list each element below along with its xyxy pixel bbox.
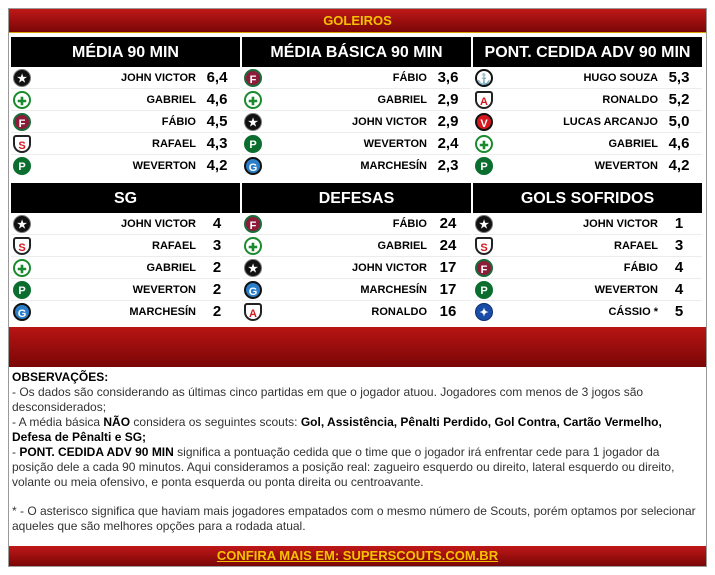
block-gols-sofridos bbox=[473, 183, 702, 323]
player-value: 4 bbox=[212, 215, 222, 232]
player-value: 16 bbox=[439, 303, 457, 320]
player-value: 3,6 bbox=[437, 69, 459, 86]
block-media-basica-90 bbox=[242, 37, 471, 177]
botafogo-crest-icon: ★ bbox=[475, 215, 493, 233]
chapecoense-crest-icon: ✚ bbox=[244, 91, 262, 109]
player-value: 3 bbox=[674, 237, 684, 254]
player-value: 2 bbox=[212, 259, 222, 276]
player-list bbox=[242, 213, 471, 323]
botafogo-crest-icon: ★ bbox=[13, 215, 31, 233]
player-value: 3 bbox=[212, 237, 222, 254]
chapecoense-crest-icon: ✚ bbox=[13, 259, 31, 277]
website-link[interactable]: CONFIRA MAIS EM: SUPERSCOUTS.COM.BR bbox=[9, 546, 706, 566]
block-title: SG bbox=[11, 183, 240, 213]
player-value: 17 bbox=[439, 281, 457, 298]
saopaulo-crest-icon: S bbox=[13, 237, 31, 255]
botafogo-crest-icon: ★ bbox=[13, 69, 31, 87]
atletico-crest-icon: A bbox=[475, 91, 493, 109]
block-media-90 bbox=[11, 37, 240, 177]
player-name: RAFAEL bbox=[152, 240, 196, 252]
player-name: WEVERTON bbox=[363, 138, 427, 150]
player-value: 24 bbox=[439, 215, 457, 232]
player-name: GABRIEL bbox=[146, 262, 196, 274]
player-value: 2 bbox=[212, 303, 222, 320]
player-row bbox=[242, 89, 471, 111]
fluminense-crest-icon: F bbox=[244, 215, 262, 233]
player-value: 5,0 bbox=[668, 113, 690, 130]
player-name: RAFAEL bbox=[152, 138, 196, 150]
player-row bbox=[473, 133, 702, 155]
section-title: GOLEIROS bbox=[9, 9, 706, 33]
player-name: WEVERTON bbox=[132, 160, 196, 172]
player-list bbox=[11, 67, 240, 177]
block-title: DEFESAS bbox=[242, 183, 471, 213]
block-pont-cedida bbox=[473, 37, 702, 177]
block-defesas bbox=[242, 183, 471, 323]
player-row bbox=[242, 235, 471, 257]
player-value: 4,2 bbox=[206, 157, 228, 174]
player-name: FÁBIO bbox=[392, 218, 427, 230]
gremio-crest-icon: G bbox=[13, 303, 31, 321]
gremio-crest-icon: G bbox=[244, 281, 262, 299]
chapecoense-crest-icon: ✚ bbox=[13, 91, 31, 109]
divider-band bbox=[9, 327, 706, 367]
observations bbox=[12, 370, 704, 534]
player-row bbox=[473, 111, 702, 133]
player-value: 4 bbox=[674, 259, 684, 276]
player-name: LUCAS ARCANJO bbox=[563, 116, 658, 128]
player-row bbox=[11, 133, 240, 155]
player-name: GABRIEL bbox=[377, 240, 427, 252]
player-name: WEVERTON bbox=[132, 284, 196, 296]
player-value: 4,3 bbox=[206, 135, 228, 152]
observation-1: - Os dados são considerando as últimas cinco partidas em que o jogador atuou. Jogadores com menos de 3 jogos são desconsiderados; bbox=[12, 385, 644, 414]
player-name: RAFAEL bbox=[614, 240, 658, 252]
player-name: RONALDO bbox=[602, 94, 658, 106]
player-value: 4 bbox=[674, 281, 684, 298]
player-value: 5,2 bbox=[668, 91, 690, 108]
palmeiras-crest-icon: P bbox=[475, 281, 493, 299]
player-row bbox=[473, 279, 702, 301]
player-row bbox=[11, 155, 240, 177]
player-value: 4,2 bbox=[668, 157, 690, 174]
player-list bbox=[473, 67, 702, 177]
palmeiras-crest-icon: P bbox=[13, 157, 31, 175]
player-name: WEVERTON bbox=[594, 160, 658, 172]
player-row bbox=[473, 67, 702, 89]
fluminense-crest-icon: F bbox=[244, 69, 262, 87]
observation-2: - A média básica NÃO considera os seguintes scouts: Gol, Assistência, Pênalti Perdido, Gol Contra, Cartão Vermelho, Defesa de Pênalti e SG; bbox=[12, 415, 662, 444]
player-name: HUGO SOUZA bbox=[583, 72, 658, 84]
player-value: 5,3 bbox=[668, 69, 690, 86]
player-value: 6,4 bbox=[206, 69, 228, 86]
chapecoense-crest-icon: ✚ bbox=[475, 135, 493, 153]
player-name: JOHN VICTOR bbox=[352, 116, 427, 128]
player-value: 24 bbox=[439, 237, 457, 254]
player-name: GABRIEL bbox=[608, 138, 658, 150]
player-name: RONALDO bbox=[371, 306, 427, 318]
player-row bbox=[11, 257, 240, 279]
corinthians-crest-icon: ⚓ bbox=[475, 69, 493, 87]
block-title: MÉDIA 90 MIN bbox=[11, 37, 240, 67]
player-name: MARCHESÍN bbox=[360, 160, 427, 172]
player-name: GABRIEL bbox=[146, 94, 196, 106]
player-row bbox=[11, 67, 240, 89]
player-name: FÁBIO bbox=[623, 262, 658, 274]
player-value: 4,6 bbox=[206, 91, 228, 108]
player-row bbox=[11, 301, 240, 323]
player-name: CÁSSIO * bbox=[608, 306, 658, 318]
player-name: FÁBIO bbox=[392, 72, 427, 84]
player-row bbox=[11, 111, 240, 133]
gremio-crest-icon: G bbox=[244, 157, 262, 175]
player-value: 17 bbox=[439, 259, 457, 276]
palmeiras-crest-icon: P bbox=[13, 281, 31, 299]
player-list bbox=[11, 213, 240, 323]
botafogo-crest-icon: ★ bbox=[244, 113, 262, 131]
player-row bbox=[242, 111, 471, 133]
player-row bbox=[11, 213, 240, 235]
player-row bbox=[11, 279, 240, 301]
player-value: 2,9 bbox=[437, 113, 459, 130]
observation-asterisk: * - O asterisco significa que haviam mais jogadores empatados com o mesmo número de Scouts, porém optamos por selecionar aqueles que são melhores opções para a rodada atual. bbox=[12, 504, 696, 533]
player-row bbox=[242, 257, 471, 279]
player-value: 2,9 bbox=[437, 91, 459, 108]
palmeiras-crest-icon: P bbox=[475, 157, 493, 175]
player-name: JOHN VICTOR bbox=[121, 72, 196, 84]
block-title: GOLS SOFRIDOS bbox=[473, 183, 702, 213]
observation-3: - PONT. CEDIDA ADV 90 MIN significa a pontuação cedida que o time que o jogador irá enfrentar cede para 1 jogador da posição dele a cada 90 minutos. Aqui consideramos a posição real: zagueiro esquerdo ou direito, lateral esquerdo ou direito, volante ou meia ofensivo, e ponta esquerda ou ponta direita ou centroavante. bbox=[12, 445, 675, 489]
player-list bbox=[242, 67, 471, 177]
player-list bbox=[473, 213, 702, 323]
palmeiras-crest-icon: P bbox=[244, 135, 262, 153]
chapecoense-crest-icon: ✚ bbox=[244, 237, 262, 255]
botafogo-crest-icon: ★ bbox=[244, 259, 262, 277]
player-name: GABRIEL bbox=[377, 94, 427, 106]
player-name: MARCHESÍN bbox=[129, 306, 196, 318]
player-value: 1 bbox=[674, 215, 684, 232]
fluminense-crest-icon: F bbox=[475, 259, 493, 277]
player-row bbox=[473, 155, 702, 177]
fluminense-crest-icon: F bbox=[13, 113, 31, 131]
player-row bbox=[11, 235, 240, 257]
vitoria-crest-icon: V bbox=[475, 113, 493, 131]
player-value: 4,5 bbox=[206, 113, 228, 130]
saopaulo-crest-icon: S bbox=[13, 135, 31, 153]
player-name: WEVERTON bbox=[594, 284, 658, 296]
player-row bbox=[242, 155, 471, 177]
player-row bbox=[473, 213, 702, 235]
player-row bbox=[242, 133, 471, 155]
block-sg bbox=[11, 183, 240, 323]
saopaulo-crest-icon: S bbox=[475, 237, 493, 255]
observations-title: OBSERVAÇÕES: bbox=[12, 370, 109, 384]
player-name: JOHN VICTOR bbox=[583, 218, 658, 230]
player-name: JOHN VICTOR bbox=[352, 262, 427, 274]
player-row bbox=[242, 67, 471, 89]
player-row bbox=[242, 279, 471, 301]
player-row bbox=[242, 301, 471, 323]
player-row bbox=[473, 257, 702, 279]
player-row bbox=[473, 301, 702, 323]
player-row bbox=[11, 89, 240, 111]
player-name: FÁBIO bbox=[161, 116, 196, 128]
cruzeiro-crest-icon: ✦ bbox=[475, 303, 493, 321]
player-row bbox=[473, 89, 702, 111]
atletico-crest-icon: A bbox=[244, 303, 262, 321]
player-row bbox=[242, 213, 471, 235]
block-title: MÉDIA BÁSICA 90 MIN bbox=[242, 37, 471, 67]
player-value: 2 bbox=[212, 281, 222, 298]
player-value: 5 bbox=[674, 303, 684, 320]
player-name: JOHN VICTOR bbox=[121, 218, 196, 230]
player-name: MARCHESÍN bbox=[360, 284, 427, 296]
player-row bbox=[473, 235, 702, 257]
player-value: 2,3 bbox=[437, 157, 459, 174]
goleiros-infographic bbox=[8, 8, 707, 567]
player-value: 4,6 bbox=[668, 135, 690, 152]
player-value: 2,4 bbox=[437, 135, 459, 152]
block-title: PONT. CEDIDA ADV 90 MIN bbox=[473, 37, 702, 67]
